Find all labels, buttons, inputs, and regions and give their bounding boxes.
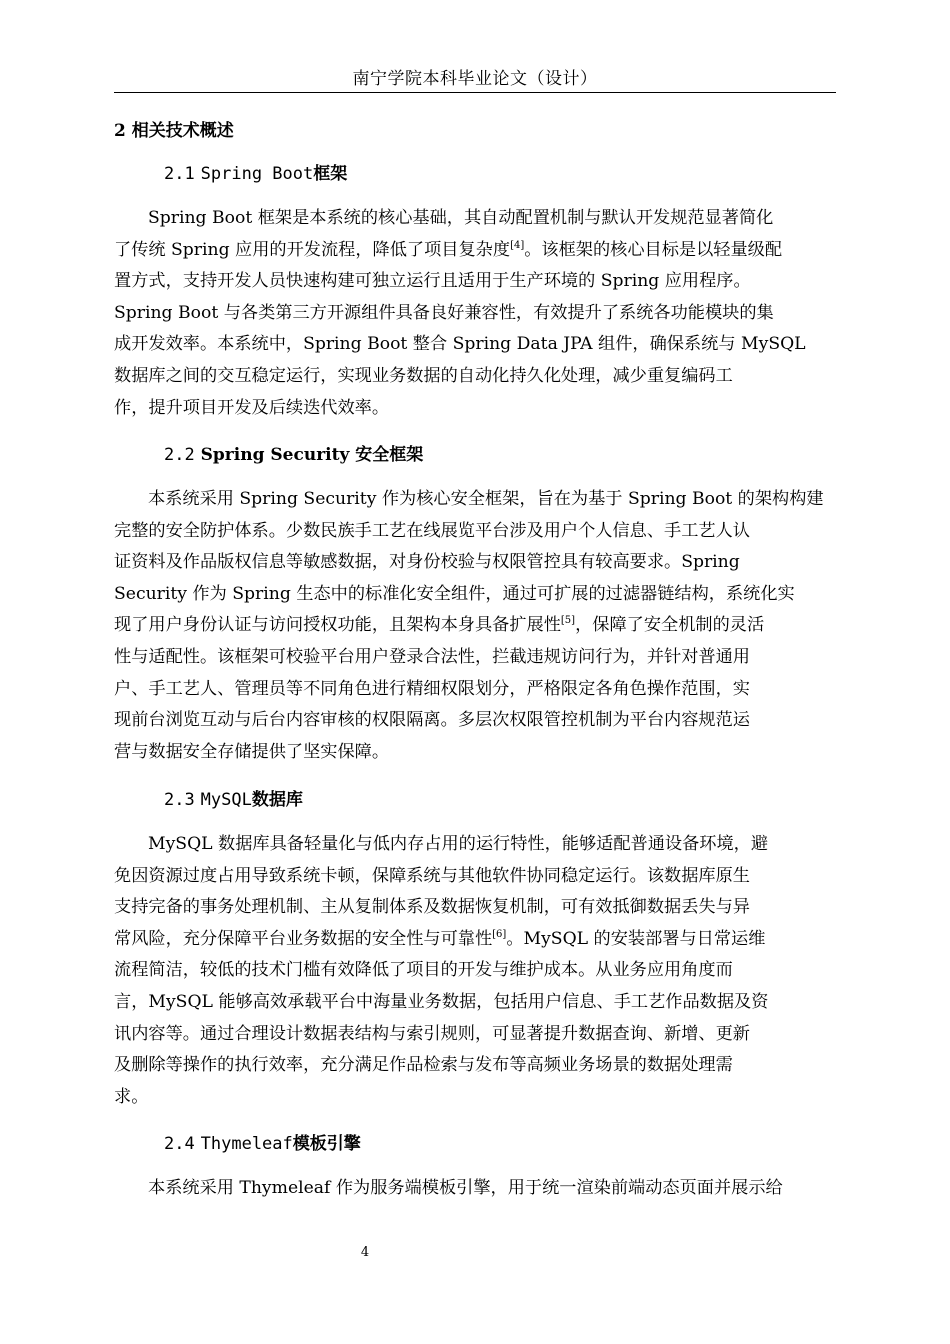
text-line: 置方式，支持开发人员快速构建可独立运行且适用于生产环境的 Spring 应用程序。	[114, 271, 751, 292]
text-line: 言，MySQL 能够高效承载平台中海量业务数据，包括用户信息、手工艺作品数据及资	[114, 991, 769, 1012]
text-line: 本系统采用 Spring Security 作为核心安全框架，旨在为基于 Spring Boot 的架构构建	[148, 489, 824, 509]
subsection-title-latin: Spring Boot	[200, 164, 314, 184]
text-line: 数据库之间的交互稳定运行，实现业务数据的自动化持久化处理，减少重复编码工	[114, 365, 733, 386]
text-span: 。该框架的核心目标是以轻量级配	[524, 239, 783, 260]
subsection-number: 2.3	[164, 790, 195, 810]
text-line: 作，提升项目开发及后续迭代效率。	[114, 397, 390, 418]
citation-ref: [5]	[560, 615, 576, 627]
paragraph-2-1	[114, 203, 836, 424]
subsection-title-cjk: 模板引擎	[292, 1134, 361, 1154]
text-line	[114, 924, 836, 956]
header-rule	[114, 92, 836, 93]
text-line: 营与数据安全存储提供了坚实保障。	[114, 741, 390, 762]
text-line: 证资料及作品版权信息等敏感数据，对身份校验与权限管控具有较高要求。Spring	[114, 552, 740, 573]
subsection-number: 2.2	[164, 445, 195, 465]
paragraph-2-4	[114, 1173, 836, 1205]
subsection-heading-2-1	[164, 160, 347, 188]
text-line: 讯内容等。通过合理设计数据表结构与索引规则，可显著提升数据查询、新增、更新	[114, 1023, 750, 1044]
text-line	[114, 235, 836, 267]
text-line: 户、手工艺人、管理员等不同角色进行精细权限划分，严格限定各角色操作范围，实	[114, 678, 750, 699]
paragraph-2-3	[114, 829, 836, 1113]
subsection-heading-2-2	[164, 441, 423, 469]
subsection-title-cjk: 数据库	[251, 790, 303, 810]
citation-ref: [6]	[492, 928, 507, 940]
page-number: 4	[360, 1245, 370, 1260]
text-line: 支持完备的事务处理机制、主从复制体系及数据恢复机制，可有效抵御数据丢失与异	[114, 897, 750, 918]
text-line: 求。	[114, 1086, 149, 1107]
subsection-heading-2-4	[164, 1130, 361, 1158]
citation-ref: [4]	[510, 239, 525, 251]
text-span: ，保障了安全机制的灵活	[575, 615, 765, 636]
text-line: 本系统采用 Thymeleaf 作为服务端模板引擎，用于统一渲染前端动态页面并展示给	[148, 1178, 783, 1198]
subsection-title-latin: Thymeleaf	[200, 1134, 293, 1154]
subsection-number: 2.4	[164, 1134, 195, 1154]
subsection-title: Spring Security 安全框架	[200, 445, 424, 465]
text-span: 。MySQL 的安装部署与日常运维	[506, 928, 766, 949]
text-line: Spring Boot 框架是本系统的核心基础，其自动配置机制与默认开发规范显著简化	[148, 208, 774, 228]
text-line: Spring Boot 与各类第三方开源组件具备良好兼容性，有效提升了系统各功能模块的集	[114, 302, 774, 323]
text-line: 成开发效率。本系统中，Spring Boot 整合 Spring Data JPA 组件，确保系统与 MySQL	[114, 334, 806, 355]
text-line: Security 作为 Spring 生态中的标准化安全组件，通过可扩展的过滤器链结构，系统化实	[114, 583, 795, 604]
text-line: 性与适配性。该框架可校验平台用户登录合法性，拦截违规访问行为，并针对普通用	[114, 646, 750, 667]
text-line	[114, 610, 836, 642]
text-span: 常风险，充分保障平台业务数据的安全性与可靠性	[114, 928, 493, 949]
subsection-title-latin: MySQL	[200, 790, 252, 810]
text-line: 完整的安全防护体系。少数民族手工艺在线展览平台涉及用户个人信息、手工艺人认	[114, 520, 750, 541]
text-span: 现了用户身份认证与访问授权功能，且架构本身具备扩展性	[114, 615, 561, 636]
section-heading: 2 相关技术概述	[114, 121, 234, 141]
subsection-title-cjk: 框架	[313, 164, 348, 184]
text-line: 流程简洁，较低的技术门槛有效降低了项目的开发与维护成本。从业务应用角度而	[114, 960, 733, 981]
subsection-number: 2.1	[164, 164, 195, 184]
text-line: 免因资源过度占用导致系统卡顿，保障系统与其他软件协同稳定运行。该数据库原生	[114, 865, 750, 886]
running-header: 南宁学院本科毕业论文（设计）	[352, 69, 598, 89]
text-line: MySQL 数据库具备轻量化与低内存占用的运行特性，能够适配普通设备环境，避	[148, 834, 769, 854]
text-line: 及删除等操作的执行效率，充分满足作品检索与发布等高频业务场景的数据处理需	[114, 1055, 733, 1076]
paragraph-2-2	[114, 484, 836, 768]
text-line: 现前台浏览互动与后台内容审核的权限隔离。多层次权限管控机制为平台内容规范运	[114, 710, 750, 731]
text-span: 了传统 Spring 应用的开发流程，降低了项目复杂度	[114, 239, 511, 260]
subsection-heading-2-3	[164, 786, 303, 814]
